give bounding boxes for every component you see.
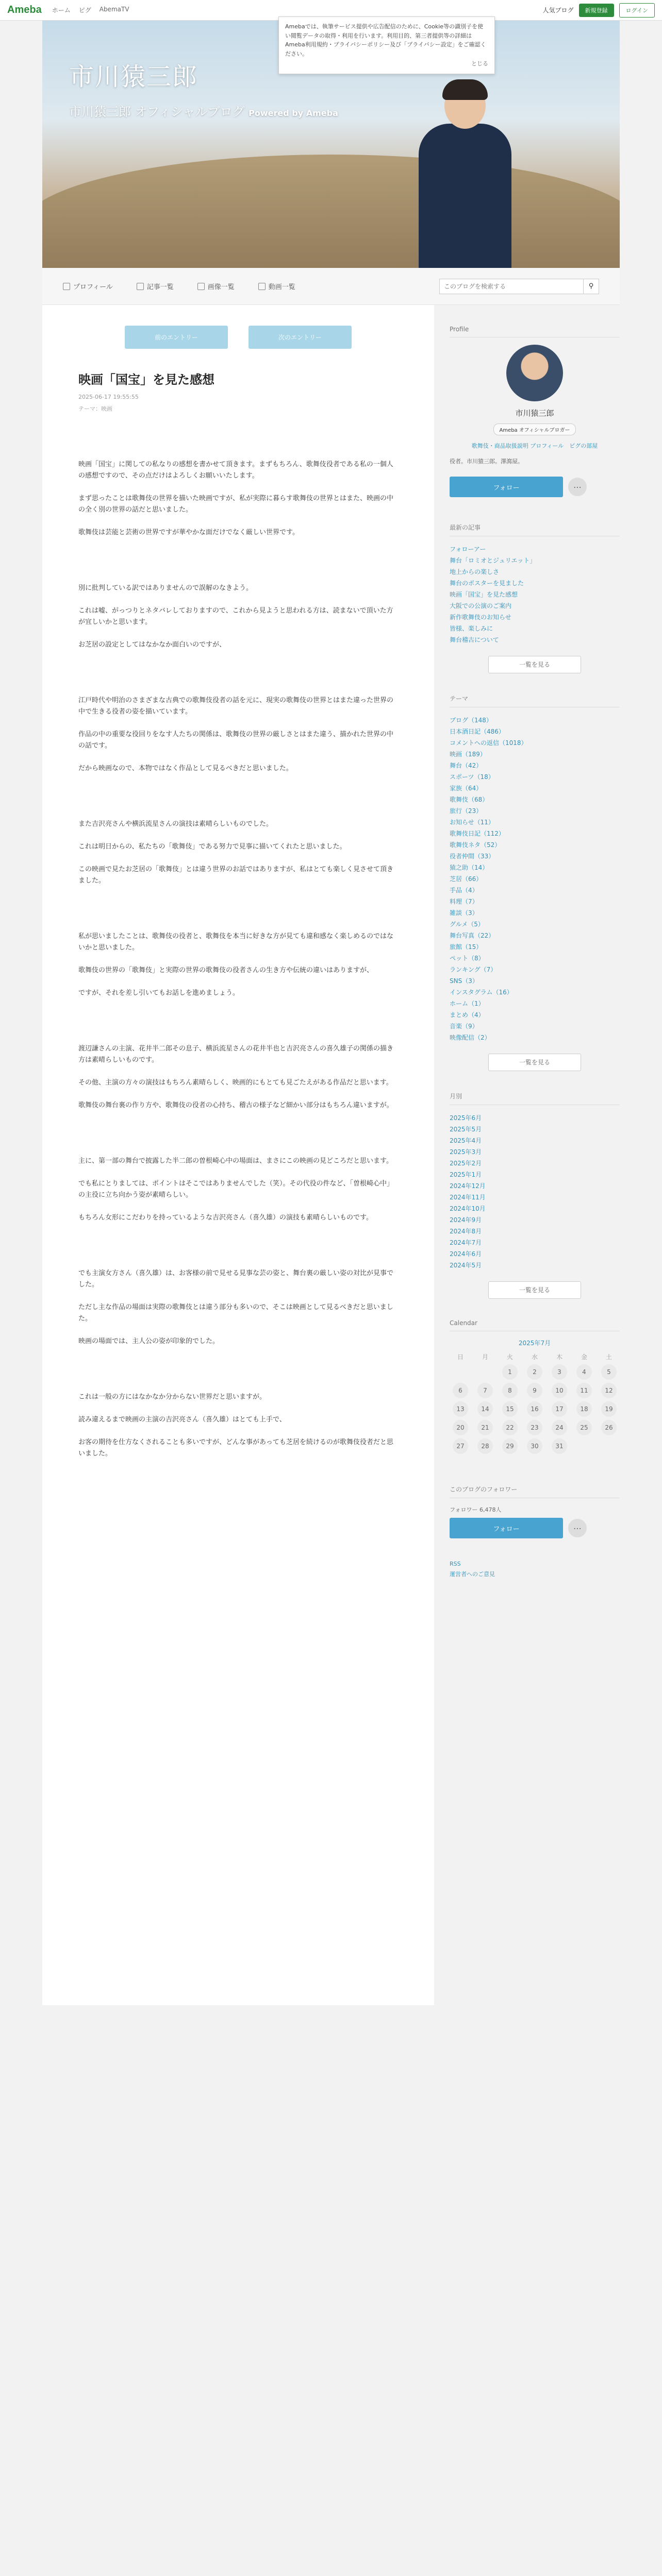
calendar-day[interactable]: 17 [552,1401,567,1417]
subnav-videos[interactable]: 動画一覧 [258,281,295,291]
login-button[interactable]: ログイン [619,3,655,18]
recent-item[interactable]: 大阪での公演のご案内 [450,602,512,609]
theme-item[interactable]: 映像配信（2） [450,1034,491,1041]
recent-more-button[interactable]: 一覧を見る [488,656,581,673]
calendar-day[interactable]: 27 [453,1438,468,1454]
recent-list [450,544,620,646]
theme-item[interactable]: コメントへの返信（1018） [450,739,527,747]
profile-name[interactable]: 市川猿三郎 [515,409,554,418]
header-hill [42,155,620,268]
calendar-day[interactable]: 10 [552,1383,567,1398]
recent-item[interactable]: フォローアー [450,546,486,553]
calendar-day [573,1438,595,1454]
cookie-notice [278,16,495,74]
recent-item[interactable]: 舞台「ロミオとジュリエット」 [450,557,536,564]
theme-item[interactable]: 舞台写真（22） [450,932,495,939]
calendar-weekday: 土 [605,1353,612,1361]
theme-item[interactable]: 猿之助（14） [450,864,489,871]
article-theme[interactable]: テーマ：映画 [78,405,112,412]
recent-heading: 最新の記事 [450,523,620,536]
article-paragraph: でも私にとりましては、ポイントはそこではありませんでした（笑）。その代役の件など、「曽根崎心中」の主役に立ち向かう姿が素晴らしい。 [78,1180,394,1199]
article-paragraph: でも主演女方さん（喜久雄）は、お客様の前で見せる見事な芸の姿と、舞台裏の厳しい姿の対比が見事でした。 [78,1269,394,1289]
calendar-weekday: 火 [506,1353,513,1361]
article-paragraph: ただし主な作品の場面は実際の歌舞伎とは違う部分も多いので、そこは映画として見るべきだと思いました。 [78,1303,393,1323]
theme-list [450,715,620,1043]
video-icon [258,283,266,290]
theme-item[interactable]: 歌舞伎（68） [450,796,489,803]
blog-subtitle: 市川猿三郎 オフィシャルブログ Powered by Ameba [69,105,338,119]
theme-item[interactable]: 音楽（9） [450,1023,478,1030]
profile-links[interactable]: 歌舞伎・商品取扱説明 プロフィール ピグの部屋 [471,443,598,449]
article-paragraph: 私が思いましたことは、歌舞伎の役者と、歌舞伎を本当に好きな方が見ても違和感なく楽しめるのではないかと思いました。 [78,933,394,952]
calendar-weekday: 月 [482,1353,488,1361]
calendar-day[interactable]: 5 [601,1364,617,1380]
article-paragraph: これは明日からの、私たちの「歌舞伎」である努力で見事に描いてくれたと思いました。 [78,843,346,851]
archive-heading: 月別 [450,1092,620,1105]
calendar-weekday: 日 [457,1353,464,1361]
calendar-day[interactable]: 13 [453,1401,468,1417]
theme-item[interactable]: ペット（8） [450,955,485,962]
theme-item[interactable]: 手品（4） [450,887,478,894]
calendar-day[interactable]: 8 [502,1383,518,1398]
theme-item[interactable]: 旅行（23） [450,807,483,815]
list-icon [137,283,144,290]
more-icon[interactable]: ⋯ [568,478,587,496]
profile-desc: 役者。市川猿三郎。澤瀉屋。 [450,458,523,465]
calendar-day[interactable]: 9 [527,1383,542,1398]
subnav-images[interactable]: 画像一覧 [197,281,235,291]
top-right [543,3,655,18]
archive-item[interactable]: 2025年2月 [450,1160,482,1167]
article-paragraph: だから映画なので、本物ではなく作品として見るべきだと思いました。 [78,765,293,772]
article-paragraph: 江戸時代や明治のさまざまな古典での歌舞伎役者の話を元に、現実の歌舞伎の世界とはまた違った世界の中で生きる役者の姿を描いています。 [78,697,394,716]
article-paragraph: 歌舞伎の舞台裏の作り方や、歌舞伎の役者の心持ち、稽古の様子など細かい部分はもちろん違いますが。 [78,1101,393,1109]
calendar-day [598,1438,620,1454]
topnav-abema[interactable]: AbemaTV [99,6,129,13]
calendar-day[interactable]: 30 [527,1438,542,1454]
archive-item[interactable]: 2024年10月 [450,1205,486,1212]
subnav-articles[interactable]: 記事一覧 [137,281,174,291]
theme-item[interactable]: SNS（3） [450,977,478,985]
top-nav [52,6,129,14]
article-paragraph: もちろん女形にこだわりを持っているような吉沢亮さん（喜久雄）の演技も素晴らしいものです。 [78,1214,373,1222]
avatar[interactable] [506,345,563,401]
follow-button-2[interactable]: フォロー [450,1518,563,1538]
recent-item[interactable]: 映画「国宝」を見た感想 [450,591,518,598]
theme-item[interactable]: 舞台（42） [450,762,483,769]
theme-item[interactable]: スポーツ（18） [450,773,494,781]
theme-heading: テーマ [450,694,620,707]
archive-item[interactable]: 2024年6月 [450,1250,482,1258]
cookie-notice-close[interactable]: とじる [471,60,488,67]
archive-list [450,1112,620,1271]
profile-icon [63,283,70,290]
calendar-day[interactable]: 15 [502,1401,518,1417]
theme-item[interactable]: ブログ（148） [450,717,492,724]
cookie-notice-text: Amebaでは、執筆サービス提供や広告配信のために、Cookie等の識別子を使い閲覧データの取得・利用を行います。利用目的、第三者提供等の詳細はAmeba利用規約・プライバシーポリシー及び「プライバシー設定」をご確認ください。 [285,23,486,57]
header-photo-person [413,82,517,268]
calendar-day[interactable]: 28 [477,1438,493,1454]
topnav-pigg[interactable]: ピグ [78,7,91,14]
image-icon [197,283,205,290]
archive-item[interactable]: 2024年5月 [450,1262,482,1269]
more-icon-2[interactable]: ⋯ [568,1519,587,1537]
article-paragraph: 歌舞伎の世界の「歌舞伎」と実際の世界の歌舞伎の役者さんの生き方や伝統の違いはありますが、 [78,967,374,974]
profile-card [450,345,620,497]
archive-item[interactable]: 2025年4月 [450,1137,482,1144]
theme-item[interactable]: 芝居（66） [450,875,483,883]
article-paragraph: その他、主演の方々の演技はもちろん素晴らしく、映画的にもとても見ごたえがある作品だと思います。 [78,1079,393,1087]
theme-item[interactable]: 家族（64） [450,785,483,792]
theme-item[interactable]: グルメ（5） [450,921,484,928]
calendar-day [450,1364,471,1380]
theme-more-button[interactable]: 一覧を見る [488,1054,581,1071]
archive-item[interactable]: 2025年6月 [450,1114,482,1122]
calendar-day[interactable]: 1 [502,1364,518,1380]
rss-link[interactable]: RSS [450,1561,461,1567]
article-main [42,305,434,2005]
article-paragraph: 歌舞伎は芸能と芸術の世界ですが華やかな面だけでなく厳しい世界です。 [78,529,299,536]
article-paragraph: まず思ったことは歌舞伎の世界を描いた映画ですが、私が実際に暮らす歌舞伎の世界とはまた、映画の中の全く別の世界の話だと思いました。 [78,495,394,514]
ameba-logo[interactable]: Ameba [7,4,42,15]
article-paragraph: これは一般の方にはなかなか分からない世界だと思いますが。 [78,1393,267,1401]
search-icon[interactable]: ⚲ [584,279,599,294]
calendar-day[interactable]: 2 [527,1364,542,1380]
calendar-day[interactable]: 25 [576,1420,592,1435]
calendar-day[interactable]: 29 [502,1438,518,1454]
theme-item[interactable]: お知らせ（11） [450,819,494,826]
calendar-day[interactable]: 12 [601,1383,617,1398]
blog-subnav [42,268,620,305]
blog-search [439,279,599,294]
content-wrap [42,305,620,2005]
topnav-home[interactable]: ホーム [52,7,71,14]
article-paragraph: これは嘘、がっつりとネタバレしておりますので、これから見ようと思われる方は、読まないで頂いた方が宜しいかと思います。 [78,607,393,626]
recent-item[interactable]: 舞台稽古について [450,636,499,643]
article-paragraph: お客の期待を仕方なくされることも多いですが、どんな事があっても芝居を続けるのが歌舞伎役者だと思いました。 [78,1438,393,1458]
recent-item[interactable]: 地上からの楽しさ [450,568,500,575]
calendar-day[interactable]: 4 [576,1364,592,1380]
calendar-heading: Calendar [450,1319,620,1331]
article-paragraph: また吉沢亮さんや横浜流星さんの演技は素晴らしいものでした。 [78,820,273,828]
article-title[interactable]: 映画「国宝」を見た感想 [78,372,214,387]
article-body [78,459,398,1460]
calendar-weekday: 金 [581,1353,587,1361]
article-paragraph: ですが、それを差し引いてもお話しを進めましょう。 [78,989,240,997]
article-paragraph: 別に批判している訳ではありませんので誤解のなきよう。 [78,584,253,592]
calendar-day [474,1364,496,1380]
archive-item[interactable]: 2025年5月 [450,1126,482,1133]
archive-item[interactable]: 2024年9月 [450,1216,482,1224]
signup-button[interactable]: 新規登録 [579,4,614,17]
theme-item[interactable]: インスタグラム（16） [450,989,513,996]
archive-more-button[interactable]: 一覧を見る [488,1281,581,1299]
article-pager [78,326,398,349]
recent-item[interactable]: 新作歌舞伎のお知らせ [450,614,511,621]
article-paragraph: 作品の中の重要な役回りをなす人たちの関係は、歌舞伎の世界の厳しさとはまた違う、描かれた世界の中の話です。 [78,731,394,750]
article-paragraph: 主に、第一部の舞台で披露した半二郎の曽根崎心中の場面は、まさにこの映画の見どころだと思います。 [78,1157,393,1165]
calendar-month[interactable]: 2025年7月 [518,1340,551,1347]
sidebar-footer-links [450,1559,620,1580]
calendar-day[interactable]: 11 [576,1383,592,1398]
theme-item[interactable]: ホーム（1） [450,1000,485,1007]
profile-heading: Profile [450,326,620,337]
official-badge: Ameba オフィシャルブロガー [493,423,575,435]
calendar [450,1338,620,1454]
archive-item[interactable]: 2024年11月 [450,1194,486,1201]
sidebar [450,305,620,2005]
calendar-day[interactable]: 21 [477,1420,493,1435]
calendar-day[interactable]: 31 [552,1438,567,1454]
archive-item[interactable]: 2025年1月 [450,1171,482,1178]
theme-item[interactable]: 歌舞伎日記（112） [450,830,505,837]
theme-item[interactable]: 映画（189） [450,751,486,758]
calendar-day[interactable]: 20 [453,1420,468,1435]
theme-item[interactable]: 日本酒日記（486） [450,728,505,735]
follow-button[interactable]: フォロー [450,477,563,497]
followers-heading: このブログのフォロワー [450,1485,620,1498]
calendar-weekday: 水 [531,1353,538,1361]
calendar-day[interactable]: 18 [576,1401,592,1417]
theme-item[interactable]: 旅館（15） [450,943,483,951]
article-paragraph: 読み違えるまで映画の主演の吉沢亮さん（喜久雄）はとても上手で、 [78,1416,286,1423]
calendar-day[interactable]: 16 [527,1401,542,1417]
report-link[interactable]: 運営者へのご意見 [450,1571,495,1578]
calendar-grid [450,1352,620,1454]
theme-item[interactable]: 歌舞伎ネタ（52） [450,841,501,849]
article-paragraph: この映画で見たお芝居の「歌舞伎」とは違う世界のお話ではありますが、私はとても楽しく見させて頂きました。 [78,866,394,885]
archive-item[interactable]: 2025年3月 [450,1148,482,1156]
article-date: 2025-06-17 19:55:55 [78,394,139,400]
calendar-day[interactable]: 14 [477,1401,493,1417]
follow-row-2 [450,1518,620,1538]
calendar-day[interactable]: 22 [502,1420,518,1435]
theme-item[interactable]: 役者仲間（33） [450,853,495,860]
calendar-weekday: 木 [556,1353,562,1361]
recent-item[interactable]: 皆様、楽しみに [450,625,493,632]
follow-row [450,477,620,497]
calendar-day[interactable]: 3 [552,1364,567,1380]
prev-entry-button[interactable]: 前のエントリー [125,326,228,349]
recent-item[interactable]: 舞台のポスターを見ました [450,580,524,587]
calendar-day[interactable]: 6 [453,1383,468,1398]
calendar-day[interactable]: 19 [601,1401,617,1417]
next-entry-button[interactable]: 次のエントリー [249,326,352,349]
calendar-day[interactable]: 7 [477,1383,493,1398]
calendar-day[interactable]: 26 [601,1420,617,1435]
blog-title[interactable]: 市川猿三郎 [69,62,198,91]
popular-blog-link[interactable]: 人気ブログ [542,7,574,14]
followers-count: フォロワー 6,478人 [450,1506,502,1513]
calendar-day[interactable]: 24 [552,1420,567,1435]
article-paragraph: 映画の場面では、主人公の姿が印象的でした。 [78,1337,220,1345]
calendar-day[interactable]: 23 [527,1420,542,1435]
archive-item[interactable]: 2024年12月 [450,1182,486,1190]
search-input[interactable] [439,279,584,294]
article-paragraph: お芝居の設定としてはなかなか面白いのですが、 [78,641,226,649]
article-paragraph: 映画「国宝」に関しての私なりの感想を書かせて頂きます。まずもちろん、歌舞伎役者である私の一個人の感想ですので、その点だけはよろしくお願いいたします。 [78,461,393,480]
theme-item[interactable]: 料理（7） [450,898,478,905]
subnav-profile[interactable]: プロフィール [63,281,113,291]
archive-item[interactable]: 2024年7月 [450,1239,482,1246]
article-paragraph: 渡辺謙さんの主演、花井半二郎その息子、横浜流星さんの花井半也と吉沢亮さんの喜久雄子の関係の描き方は素晴らしいものです。 [78,1045,394,1064]
theme-item[interactable]: 雑談（3） [450,909,478,917]
archive-item[interactable]: 2024年8月 [450,1228,482,1235]
top-bar [0,0,662,67]
theme-item[interactable]: まとめ（4） [450,1011,485,1019]
theme-item[interactable]: ランキング（7） [450,966,497,973]
